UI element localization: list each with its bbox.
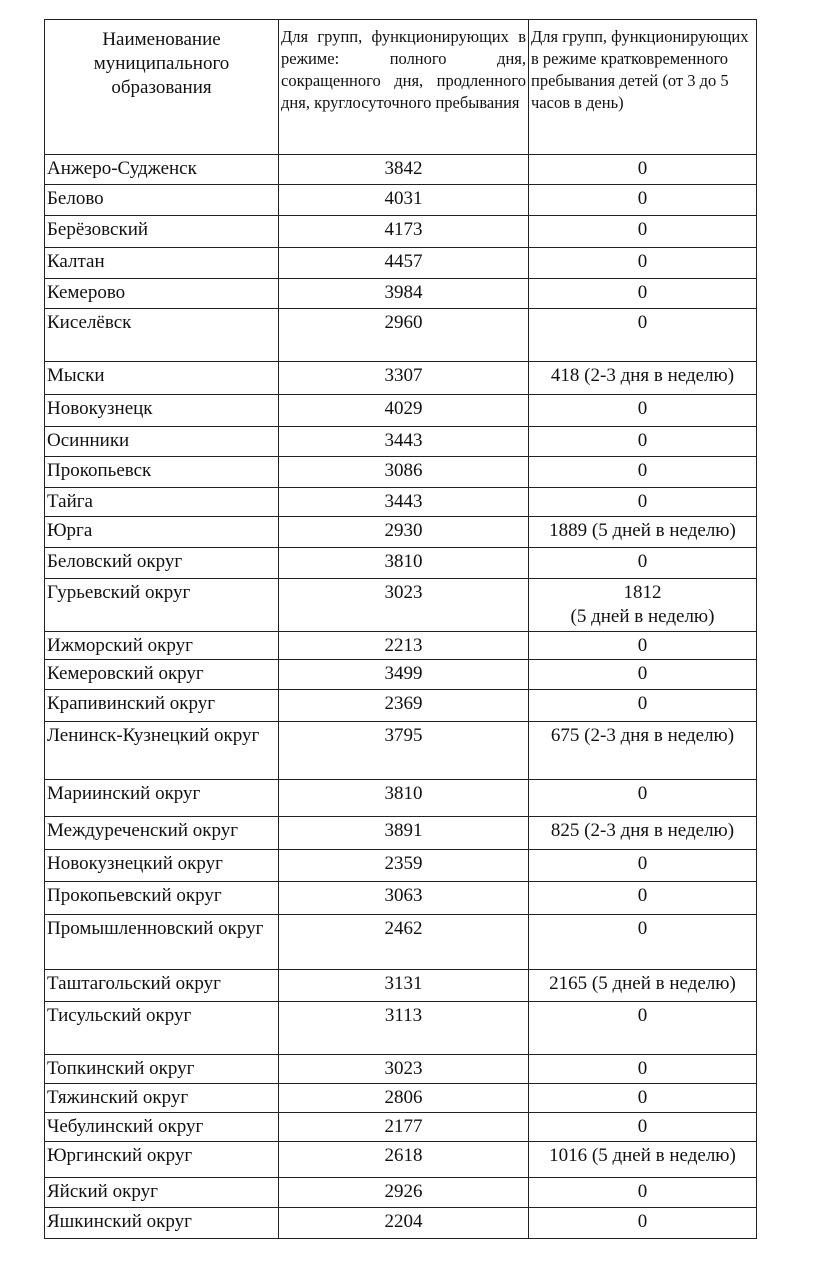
full-day-value-cell: 3810: [279, 780, 529, 817]
full-day-value-cell: 2960: [279, 309, 529, 362]
municipality-name-cell: Осинники: [45, 427, 279, 457]
short-stay-value-cell: 1016 (5 дней в неделю): [529, 1142, 757, 1178]
full-day-value-cell: 3891: [279, 817, 529, 850]
full-day-value-cell: 3086: [279, 457, 529, 488]
short-stay-value-cell: 0: [529, 780, 757, 817]
municipality-name-cell: Прокопьевский округ: [45, 882, 279, 915]
short-stay-value-cell: 825 (2-3 дня в неделю): [529, 817, 757, 850]
table-body: [45, 155, 757, 1239]
short-stay-value-cell: 0: [529, 1113, 757, 1142]
full-day-value-cell: 3499: [279, 660, 529, 690]
table-row: [45, 185, 757, 216]
table-row: [45, 248, 757, 279]
short-stay-value-cell: 2165 (5 дней в неделю): [529, 970, 757, 1002]
full-day-value-cell: 2213: [279, 632, 529, 660]
full-day-value-cell: 3795: [279, 722, 529, 780]
short-stay-value-cell: 0: [529, 660, 757, 690]
table-row: [45, 279, 757, 309]
full-day-value-cell: 4457: [279, 248, 529, 279]
table-row: [45, 1002, 757, 1055]
full-day-value-cell: 2462: [279, 915, 529, 970]
full-day-value-cell: 3443: [279, 427, 529, 457]
municipality-name-cell: Мариинский округ: [45, 780, 279, 817]
short-stay-value-cell: 0: [529, 457, 757, 488]
table-row: [45, 1178, 757, 1208]
full-day-value-cell: 3307: [279, 362, 529, 395]
municipality-name-cell: Таштагольский округ: [45, 970, 279, 1002]
table-row: [45, 155, 757, 185]
short-stay-value-cell: 0: [529, 248, 757, 279]
table-row: [45, 216, 757, 248]
table-row: [45, 457, 757, 488]
short-stay-value-cell: 1889 (5 дней в неделю): [529, 517, 757, 548]
table-row: [45, 970, 757, 1002]
municipality-name-cell: Гурьевский округ: [45, 579, 279, 632]
short-stay-value-cell: 0: [529, 216, 757, 248]
municipality-name-cell: Тяжинский округ: [45, 1084, 279, 1113]
municipality-name-cell: Прокопьевск: [45, 457, 279, 488]
municipality-name-cell: Юргинский округ: [45, 1142, 279, 1178]
municipality-name-cell: Белово: [45, 185, 279, 216]
header-short-stay-groups: Для групп, функционирующих в режиме кратковременного пребывания детей (от 3 до 5 часов в день): [529, 20, 757, 155]
short-stay-value-cell: 0: [529, 395, 757, 427]
short-stay-value-cell: 418 (2-3 дня в неделю): [529, 362, 757, 395]
short-stay-value-cell: 0: [529, 488, 757, 517]
full-day-value-cell: 3443: [279, 488, 529, 517]
full-day-value-cell: 3063: [279, 882, 529, 915]
municipality-name-cell: Беловский округ: [45, 548, 279, 579]
municipality-name-cell: Тайга: [45, 488, 279, 517]
table-row: [45, 309, 757, 362]
table-row: [45, 882, 757, 915]
municipality-name-cell: Кемеровский округ: [45, 660, 279, 690]
header-municipality: Наименование муниципального образования: [45, 20, 279, 155]
municipality-name-cell: Яйский округ: [45, 1178, 279, 1208]
table-row: [45, 850, 757, 882]
table-row: [45, 660, 757, 690]
municipality-name-cell: Яшкинский округ: [45, 1208, 279, 1239]
table-row: [45, 548, 757, 579]
municipality-name-cell: Новокузнецкий округ: [45, 850, 279, 882]
full-day-value-cell: 2177: [279, 1113, 529, 1142]
full-day-value-cell: 3023: [279, 1055, 529, 1084]
municipality-name-cell: Крапивинский округ: [45, 690, 279, 722]
short-stay-value-cell: 0: [529, 427, 757, 457]
short-stay-value-cell: 0: [529, 915, 757, 970]
full-day-value-cell: 2204: [279, 1208, 529, 1239]
full-day-value-cell: 4173: [279, 216, 529, 248]
municipality-name-cell: Ленинск-Кузнецкий округ: [45, 722, 279, 780]
full-day-value-cell: 2806: [279, 1084, 529, 1113]
short-stay-value-cell: 0: [529, 882, 757, 915]
table-row: [45, 690, 757, 722]
short-stay-value-cell: 0: [529, 1002, 757, 1055]
full-day-value-cell: 3023: [279, 579, 529, 632]
table-row: [45, 780, 757, 817]
municipality-name-cell: Ижморский округ: [45, 632, 279, 660]
table-row: [45, 722, 757, 780]
table-row: [45, 915, 757, 970]
municipality-name-cell: Чебулинский округ: [45, 1113, 279, 1142]
municipality-name-cell: Анжеро-Судженск: [45, 155, 279, 185]
table-row: [45, 1142, 757, 1178]
short-stay-value-cell: 0: [529, 1178, 757, 1208]
municipality-name-cell: Тисульский округ: [45, 1002, 279, 1055]
full-day-value-cell: 3113: [279, 1002, 529, 1055]
short-stay-value-cell: 0: [529, 1208, 757, 1239]
table-row: [45, 395, 757, 427]
table-row: [45, 817, 757, 850]
municipality-name-cell: Юрга: [45, 517, 279, 548]
table-row: [45, 632, 757, 660]
full-day-value-cell: 3984: [279, 279, 529, 309]
short-stay-value-cell: 0: [529, 1055, 757, 1084]
municipality-name-cell: Промышленновский округ: [45, 915, 279, 970]
full-day-value-cell: 2359: [279, 850, 529, 882]
municipality-name-cell: Новокузнецк: [45, 395, 279, 427]
municipality-name-cell: Калтан: [45, 248, 279, 279]
payment-table: [44, 19, 757, 1239]
municipality-name-cell: Топкинский округ: [45, 1055, 279, 1084]
table-row: [45, 362, 757, 395]
full-day-value-cell: 4029: [279, 395, 529, 427]
full-day-value-cell: 2369: [279, 690, 529, 722]
municipality-name-cell: Берёзовский: [45, 216, 279, 248]
short-stay-value-cell: 0: [529, 850, 757, 882]
header-full-day-groups: Для групп, функционирующих в режиме: полного дня, сокращенного дня, продленного дня, круглосуточного пребывания: [279, 20, 529, 155]
table-row: [45, 1055, 757, 1084]
full-day-value-cell: 2618: [279, 1142, 529, 1178]
table-row: [45, 427, 757, 457]
short-stay-value-cell: 0: [529, 185, 757, 216]
full-day-value-cell: 2930: [279, 517, 529, 548]
short-stay-value-cell: 0: [529, 690, 757, 722]
full-day-value-cell: 3131: [279, 970, 529, 1002]
municipality-name-cell: Киселёвск: [45, 309, 279, 362]
full-day-value-cell: 2926: [279, 1178, 529, 1208]
table-row: [45, 517, 757, 548]
full-day-value-cell: 4031: [279, 185, 529, 216]
full-day-value-cell: 3810: [279, 548, 529, 579]
short-stay-value-cell: 0: [529, 155, 757, 185]
table-row: [45, 488, 757, 517]
municipality-name-cell: Междуреченский округ: [45, 817, 279, 850]
municipality-name-cell: Мыски: [45, 362, 279, 395]
short-stay-value-cell: 0: [529, 632, 757, 660]
full-day-value-cell: 3842: [279, 155, 529, 185]
short-stay-value-cell: 0: [529, 309, 757, 362]
table-row: [45, 1084, 757, 1113]
short-stay-value-cell: 0: [529, 1084, 757, 1113]
short-stay-value-cell: 1812 (5 дней в неделю): [529, 579, 757, 632]
table-row: [45, 1208, 757, 1239]
table-header-row: [45, 20, 757, 155]
table-row: [45, 1113, 757, 1142]
short-stay-value-cell: 0: [529, 279, 757, 309]
municipality-name-cell: Кемерово: [45, 279, 279, 309]
table-row: [45, 579, 757, 632]
short-stay-value-cell: 675 (2-3 дня в неделю): [529, 722, 757, 780]
short-stay-value-cell: 0: [529, 548, 757, 579]
